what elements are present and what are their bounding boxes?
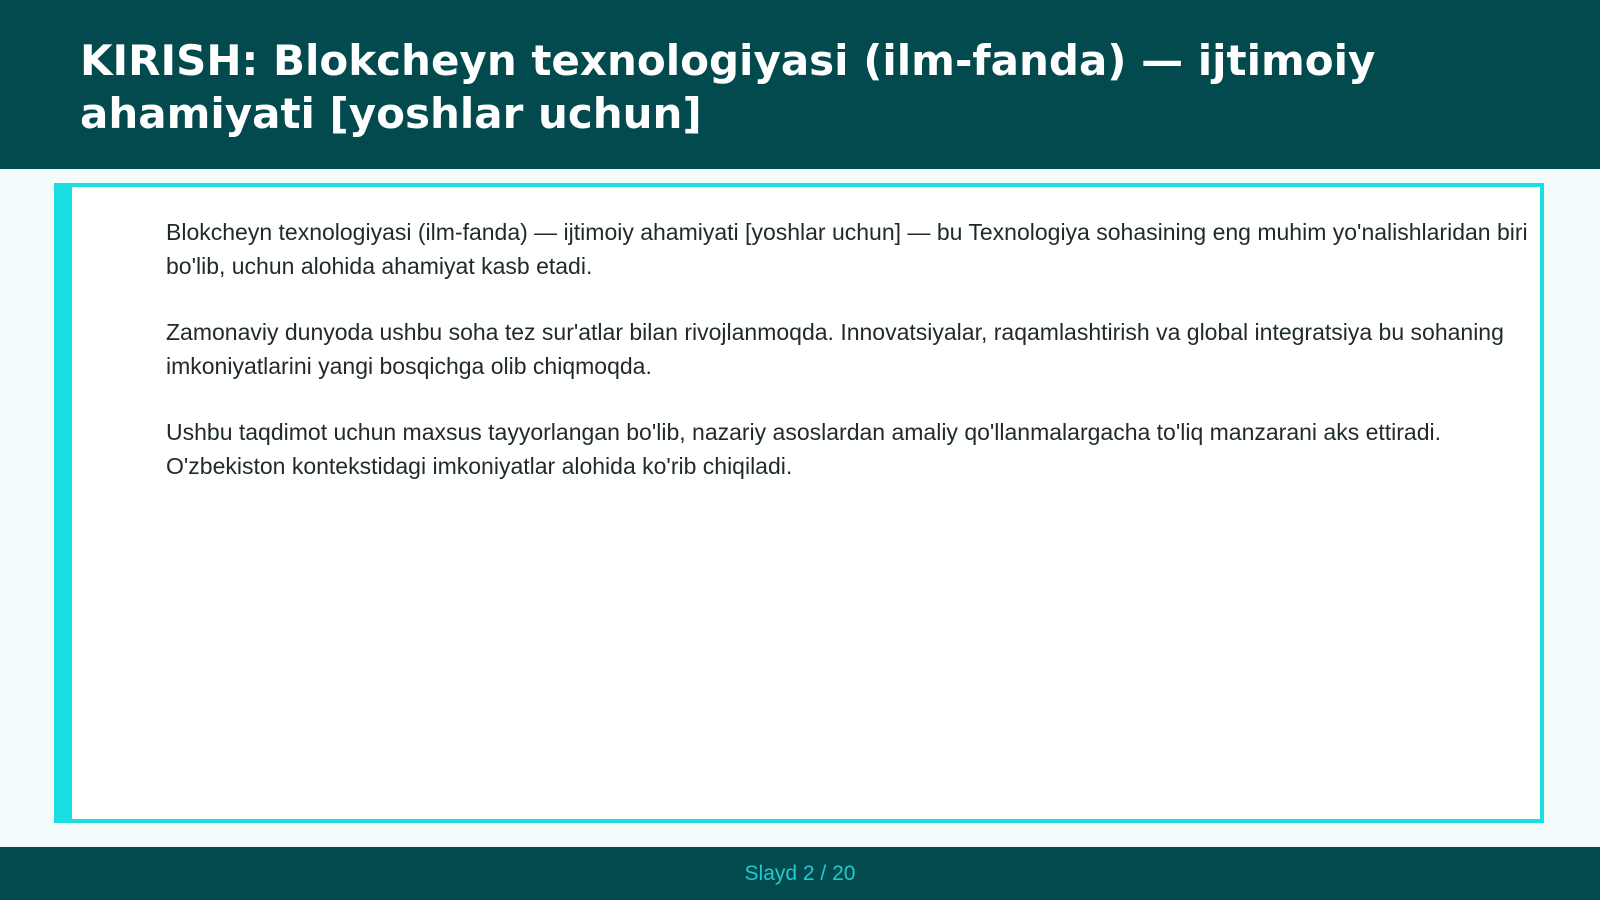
content-paragraph: Zamonaviy dunyoda ushbu soha tez sur'atlar bilan rivojlanmoqda. Innovatsiyalar, raqamlashtirish va global integratsiya bu sohaning imkoniyatlarini yangi bosqichga olib chiqmoqda. bbox=[166, 319, 1504, 379]
slide-footer bbox=[0, 847, 1600, 900]
slide-header bbox=[0, 0, 1600, 169]
slide-title: KIRISH: Blokcheyn texnologiyasi (ilm-fanda) — ijtimoiy ahamiyati [yoshlar uchun] bbox=[80, 36, 1376, 138]
content-paragraph: Blokcheyn texnologiyasi (ilm-fanda) — ijtimoiy ahamiyati [yoshlar uchun] — bu Texnologiya sohasining eng muhim yo'nalishlaridan biri bo'lib, uchun alohida ahamiyat kasb etadi. bbox=[166, 219, 1528, 279]
slide-number: Slayd 2 / 20 bbox=[744, 862, 856, 885]
content-paragraph: Ushbu taqdimot uchun maxsus tayyorlangan bo'lib, nazariy asoslardan amaliy qo'llanmalargacha to'liq manzarani aks ettiradi. O'zbekiston kontekstidagi imkoniyatlar alohida ko'rib chiqiladi. bbox=[166, 419, 1442, 479]
content-panel bbox=[54, 183, 1544, 823]
